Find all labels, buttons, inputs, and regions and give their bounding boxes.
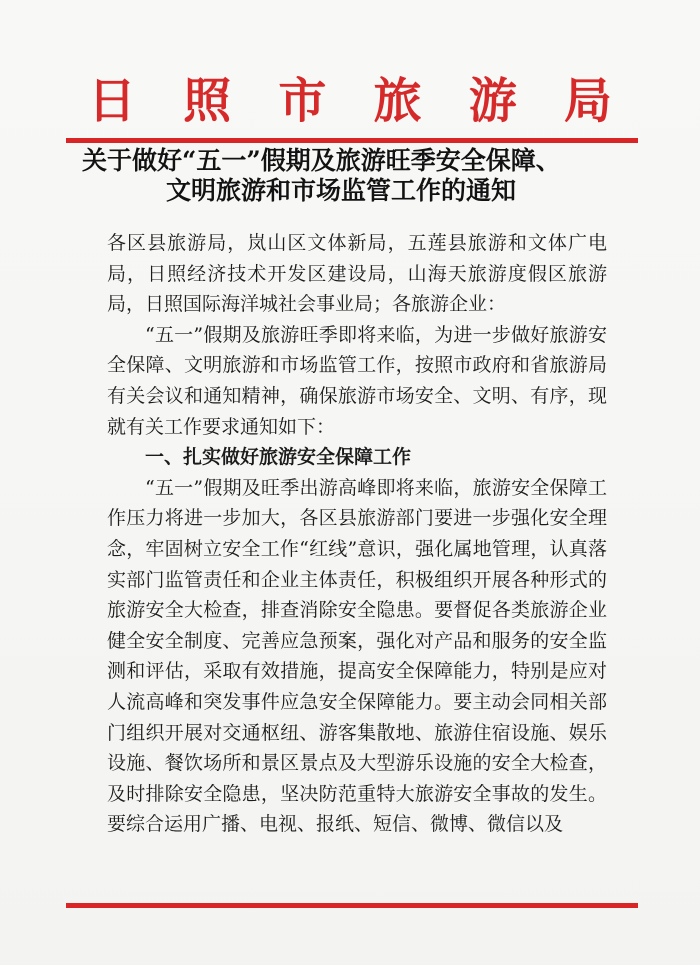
masthead-char: 游	[468, 73, 517, 129]
intro-paragraph: “五一”假期及旅游旺季即将来临，为进一步做好旅游安全保障、文明旅游和市场监管工作，按照市政府和省旅游局有关会议和通知精神，确保旅游市场安全、文明、有序，现就有关工作要求通知如下：	[107, 323, 607, 438]
bottom-red-divider	[66, 903, 638, 908]
masthead-char: 市	[278, 73, 327, 129]
title-line-2: 文明旅游和市场监管工作的通知	[166, 176, 517, 205]
masthead-char: 照	[183, 73, 232, 129]
section-1-paragraph: “五一”假期及旺季出游高峰即将来临，旅游安全保障工作压力将进一步加大，各区县旅游部门要进一步强化安全理念，牢固树立安全工作“红线”意识，强化属地管理，认真落实部门监管责任和企业主体责任，积极组织开展各种形式的旅游安全大检查，排查消除安全隐患。要督促各类旅游企业健全安全制度、完善应急预案，强化对产品和服务的安全监测和评估，采取有效措施，提高安全保障能力，特别是应对人流高峰和突发事件应急安全保障能力。要主动会同相关部门组织开展对交通枢纽、游客集散地、旅游住宿设施、娱乐设施、餐饮场所和景区景点及大型游乐设施的安全大检查，及时排除安全隐患，坚决防范重特大旅游安全事故的发生。要综合运用广播、电视、报纸、短信、微博、微信以及	[107, 476, 607, 836]
section-1-heading: 一、扎实做好旅游安全保障工作	[145, 446, 412, 469]
title-line-1: 关于做好“五一”假期及旅游旺季安全保障、	[82, 146, 561, 175]
masthead-char: 旅	[373, 73, 422, 129]
masthead-agency-name	[80, 66, 620, 136]
top-red-divider	[66, 138, 638, 143]
masthead-char: 日	[87, 73, 136, 129]
addressees-paragraph: 各区县旅游局，岚山区文体新局，五莲县旅游和文体广电局，日照经济技术开发区建设局，山海天旅游度假区旅游局，日照国际海洋城社会事业局；各旅游企业：	[107, 232, 607, 316]
document-body	[107, 228, 607, 840]
document-title	[82, 146, 642, 206]
masthead-char: 局	[563, 73, 612, 129]
